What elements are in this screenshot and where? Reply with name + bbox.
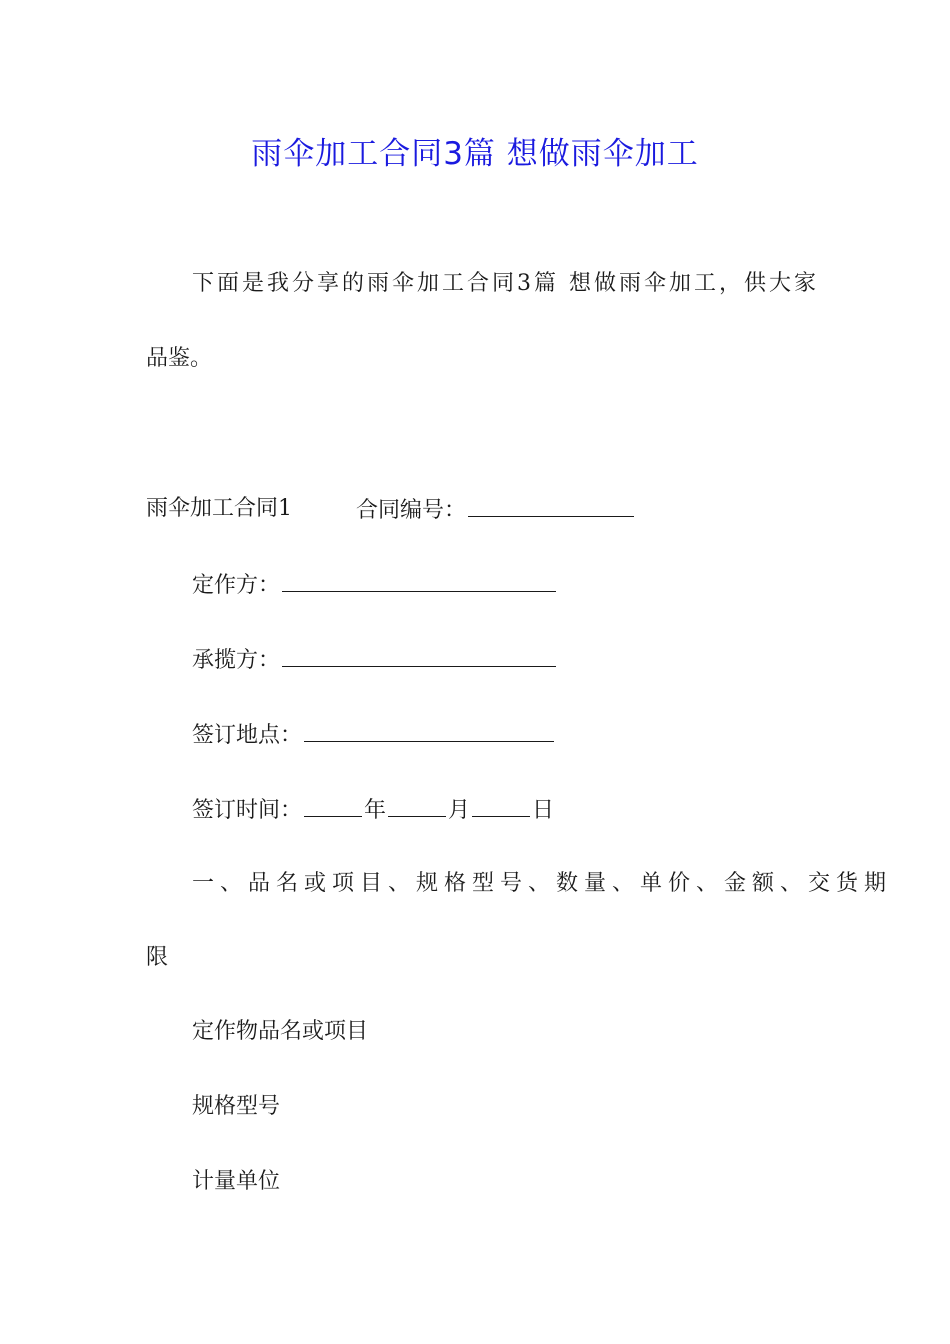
contract-number-blank xyxy=(468,494,634,517)
clause-1-continued: 限 xyxy=(146,945,169,970)
month-label: 月 xyxy=(448,798,471,823)
year-blank xyxy=(304,794,362,817)
signing-place-row xyxy=(192,719,554,751)
item-unit: 计量单位 xyxy=(192,1169,281,1194)
contractor-label: 承揽方： xyxy=(192,648,281,673)
signing-time-row xyxy=(192,794,554,826)
signing-place-blank xyxy=(304,719,554,742)
contractor-row xyxy=(192,644,556,676)
clause-1: 一、品名或项目、规格型号、数量、单价、金额、交货期 xyxy=(192,871,893,896)
intro-paragraph-continued: 品鉴。 xyxy=(146,346,213,371)
orderer-blank xyxy=(282,569,556,592)
contract-heading: 雨伞加工合同1 xyxy=(146,496,292,521)
item-spec-model: 规格型号 xyxy=(192,1094,281,1119)
contract-number-row xyxy=(356,494,634,526)
intro-paragraph: 下面是我分享的雨伞加工合同3篇 想做雨伞加工，供大家 xyxy=(192,271,819,296)
orderer-row xyxy=(192,569,556,601)
month-blank xyxy=(388,794,446,817)
signing-time-label: 签订时间： xyxy=(192,798,303,823)
year-label: 年 xyxy=(364,798,387,823)
orderer-label: 定作方： xyxy=(192,573,281,598)
signing-place-label: 签订地点： xyxy=(192,723,303,748)
contractor-blank xyxy=(282,644,556,667)
day-label: 日 xyxy=(532,798,555,823)
item-product-name: 定作物品名或项目 xyxy=(192,1019,369,1044)
day-blank xyxy=(472,794,530,817)
document-title: 雨伞加工合同3篇 想做雨伞加工 xyxy=(251,136,699,172)
contract-number-label: 合同编号： xyxy=(356,498,467,523)
